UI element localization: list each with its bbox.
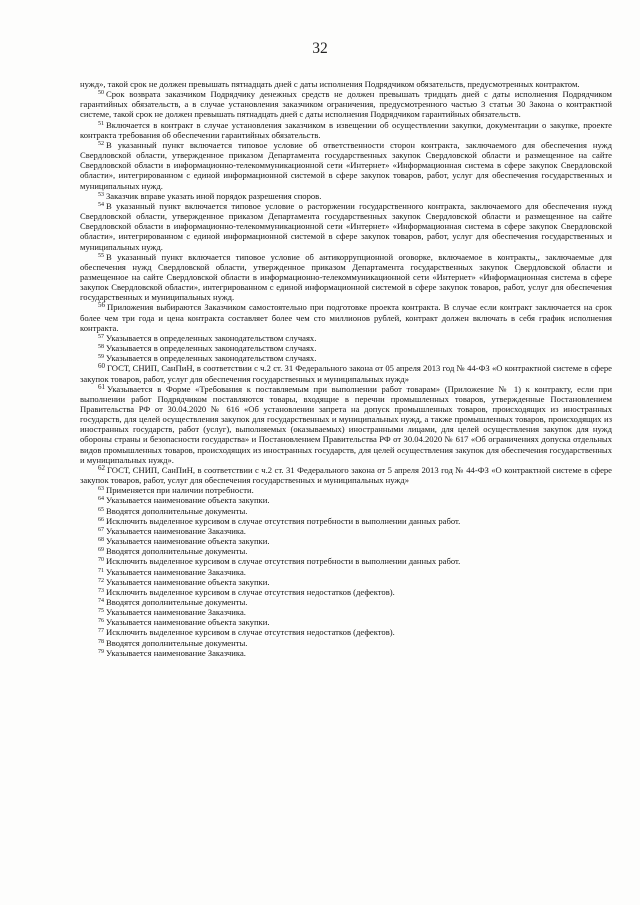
footnote-text: Указывается наименование объекта закупки.: [106, 617, 270, 628]
footnote-63: [80, 485, 612, 495]
footnote-77: [80, 627, 612, 637]
footnote-54: [80, 201, 612, 252]
footnote-number: 58: [98, 344, 104, 351]
footnote-76: [80, 617, 612, 627]
footnote-number: 55: [98, 252, 104, 259]
footnote-number: 78: [98, 638, 104, 645]
footnote-69: [80, 546, 612, 556]
footnote-61: [80, 384, 612, 465]
footnote-number: 54: [98, 201, 104, 208]
footnote-number: 59: [98, 354, 104, 361]
footnote-51: [80, 120, 612, 140]
footnote-65: [80, 506, 612, 516]
footnote-text: ГОСТ, СНИП, СанПиН, в соответствии с ч.2 ст. 31 Федерального закона от 5 апреля 2013 год № 44-ФЗ «О контрактной системе в сфере закупок товаров, работ, услуг для обеспечения государственных и муниципальных нужд»: [80, 464, 612, 486]
footnote-text: нужд», такой срок не должен превышать пятнадцать дней с даты исполнения Подрядчиком обязательств, предусмотренных контрактом.: [80, 79, 580, 89]
footnote-text: В указанный пункт включается типовое условие об антикоррупционной оговорке, включаемое в контракты,, заключаемые для обеспечения нужд Свердловской области, утвержденное приказом Департамента государственных закупок Свердловской области и размещенное на сайте Свердловской области в информационно-телекоммуникационной сети «Интернет» «Информационная система в сфере закупок Свердловской области», интегрированном с единой информационной системой в сфере закупок товаров, работ, услуг для обеспечения государственных и муниципальных нужд.: [80, 251, 612, 303]
footnote-number: 76: [98, 618, 104, 625]
footnote-text: Указывается в определенных законодательством случаях.: [106, 343, 317, 354]
footnote-73: [80, 587, 612, 597]
footnote-number: 62: [98, 463, 105, 472]
footnote-number: 72: [98, 577, 104, 584]
footnote-number: 66: [98, 516, 104, 523]
footnote-66: [80, 516, 612, 526]
footnote-number: 67: [98, 526, 104, 533]
footnote-79: [80, 648, 612, 658]
footnote-number: 79: [98, 648, 104, 655]
footnote-text: Указывается наименование объекта закупки.: [106, 576, 270, 587]
footnote-78: [80, 638, 612, 648]
footnote-text: В указанный пункт включается типовое условие об ответственности сторон контракта, заключаемого для обеспечения нужд Свердловской области, утвержденное приказом Департамента государственных закупок Свердловской области и размещенное на сайте Свердловской области в информационно-телекоммуникационной сети «Интернет» «Информационная система в сфере закупок Свердловской области», интегрированном с единой информационной системой в сфере закупок товаров, работ, услуг для обеспечения государственных и муниципальных нужд.: [80, 139, 612, 191]
footnote-text: Указывается наименование объекта закупки.: [106, 536, 270, 547]
footnote-text: Включается в контракт в случае установления заказчиком в извещении об осуществлении закупки, документации о закупке, проекте контракта требования об обеспечении гарантийных обязательств.: [80, 119, 612, 140]
footnote-53: [80, 191, 612, 201]
footnote-number: 71: [98, 567, 104, 574]
footnote-text: Исключить выделенное курсивом в случае отсутствия недостатков (дефектов).: [106, 627, 395, 638]
footnote-60: [80, 363, 612, 383]
footnote-text: Указывается наименование Заказчика.: [106, 607, 246, 618]
footnote-number: 52: [98, 140, 104, 147]
footnote-number: 57: [98, 333, 104, 340]
footnote-text: Исключить выделенное курсивом в случае отсутствия потребности в выполнении данных работ.: [106, 556, 461, 567]
footnote-71: [80, 567, 612, 577]
footnote-continuation: [80, 79, 612, 89]
footnote-text: ГОСТ, СНИП, СанПиН, в соответствии с ч.2 ст. 31 Федерального закона от 05 апреля 2013 год № 44-ФЗ «О контрактной системе в сфере закупок товаров, работ, услуг для обеспечения государственных и муниципальных нужд»: [80, 363, 612, 384]
footnote-text: Указывается в определенных законодательством случаях.: [106, 353, 317, 364]
footnotes-section: [80, 79, 612, 658]
footnote-number: 73: [98, 587, 104, 594]
footnote-68: [80, 536, 612, 546]
footnote-text: Вводятся дополнительные документы.: [106, 546, 248, 557]
footnote-number: 64: [98, 496, 104, 503]
footnote-number: 74: [98, 597, 104, 604]
footnote-56: [80, 302, 612, 332]
footnote-number: 53: [98, 191, 104, 198]
footnote-number: 68: [98, 537, 104, 544]
footnote-74: [80, 597, 612, 607]
footnote-55: [80, 252, 612, 303]
footnote-58: [80, 343, 612, 353]
footnote-59: [80, 353, 612, 363]
page-number: 32: [312, 40, 328, 57]
footnote-text: Исключить выделенное курсивом в случае отсутствия потребности в выполнении данных работ.: [106, 515, 461, 526]
footnote-text: Применяется при наличии потребности.: [106, 485, 254, 496]
footnote-text: Указывается наименование Заказчика.: [106, 647, 246, 658]
footnote-64: [80, 495, 612, 505]
footnote-text: Указывается наименование Заказчика.: [106, 566, 246, 577]
footnote-text: Указывается в Форме «Требования к поставляемым при выполнении работ товарам» (Приложение № 1) к контракту, если при выполнении работ Подрядчиком поставляются товары, входящие в перечни промышленных товаров, утвержденные Постановлением Правительства РФ от 30.04.2020 № 616 «Об установлении запрета на допуск промышленных товаров, происходящих из иностранных государств, для целей осуществления закупок для государственных и муниципальных нужд, а также промышленных товаров, происходящих из иностранных государств, работ (услуг), выполняемых (оказываемых) иностранными лицами, для целей осуществления закупок для нужд обороны страны и безопасности государства» и Постановлением Правительства РФ от 30.04.2020 № 617 «Об ограничениях допуска отдельных видов промышленных товаров, происходящих из иностранных государств, для целей осуществления закупок для обеспечения государственных и муниципальных нужд».: [80, 383, 612, 465]
footnote-number: 70: [98, 557, 104, 564]
footnote-57: [80, 333, 612, 343]
footnote-text: Указывается наименование Заказчика.: [106, 525, 246, 536]
footnote-text: Заказчик вправе указать иной порядок разрешения споров.: [106, 190, 322, 201]
footnote-text: Срок возврата заказчиком Подрядчику денежных средств не должен превышать тридцать дней с даты исполнения Подрядчиком гарантийных обязательств, а в случае установления заказчиком ограничения, предусмотренного частью 3 статьи 30 Закона о контрактной системе, такой срок не должен превышать пятнадцать дней с даты исполнения Подрядчиком гарантийных обязательств.: [80, 89, 612, 120]
footnote-text: В указанный пункт включается типовое условие о расторжении государственного контракта, заключаемого для обеспечения нужд Свердловской области, утвержденное приказом Департамента государственных закупок Свердловской области и размещенное на сайте Свердловской области в информационно-телекоммуникационной сети «Интернет» «Информационная система в сфере закупок Свердловской области», интегрированном с единой информационной системой в сфере закупок товаров, работ, услуг для обеспечения государственных и муниципальных нужд.: [80, 200, 612, 252]
footnote-text: Вводятся дополнительные документы.: [106, 637, 248, 648]
footnote-number: 63: [98, 486, 104, 493]
footnote-number: 50: [98, 90, 104, 97]
footnote-70: [80, 556, 612, 566]
footnote-number: 77: [98, 628, 104, 635]
footnote-52: [80, 140, 612, 191]
footnote-75: [80, 607, 612, 617]
footnote-text: Вводятся дополнительные документы.: [106, 505, 248, 516]
footnote-number: 69: [98, 547, 104, 554]
footnote-text: Вводятся дополнительные документы.: [106, 596, 248, 607]
footnote-number: 56: [98, 301, 105, 310]
footnote-text: Указывается в определенных законодательством случаях.: [106, 332, 317, 343]
footnote-number: 51: [98, 120, 104, 127]
footnote-text: Приложения выбираются Заказчиком самостоятельно при подготовке проекта контракта. В случае если контракт заключается на срок более чем три года и цена контракта составляет более чем сто миллионов рублей, контракт должен включать в себя график исполнения контракта.: [80, 302, 612, 333]
footnote-number: 61: [98, 382, 105, 391]
footnote-50: [80, 89, 612, 119]
footnote-number: 60: [98, 362, 105, 371]
footnote-62: [80, 465, 612, 485]
footnote-number: 75: [98, 608, 104, 615]
footnote-text: Исключить выделенное курсивом в случае отсутствия недостатков (дефектов).: [106, 586, 395, 597]
footnote-number: 65: [98, 506, 104, 513]
footnote-67: [80, 526, 612, 536]
footnote-72: [80, 577, 612, 587]
footnote-text: Указывается наименование объекта закупки.: [106, 495, 270, 506]
